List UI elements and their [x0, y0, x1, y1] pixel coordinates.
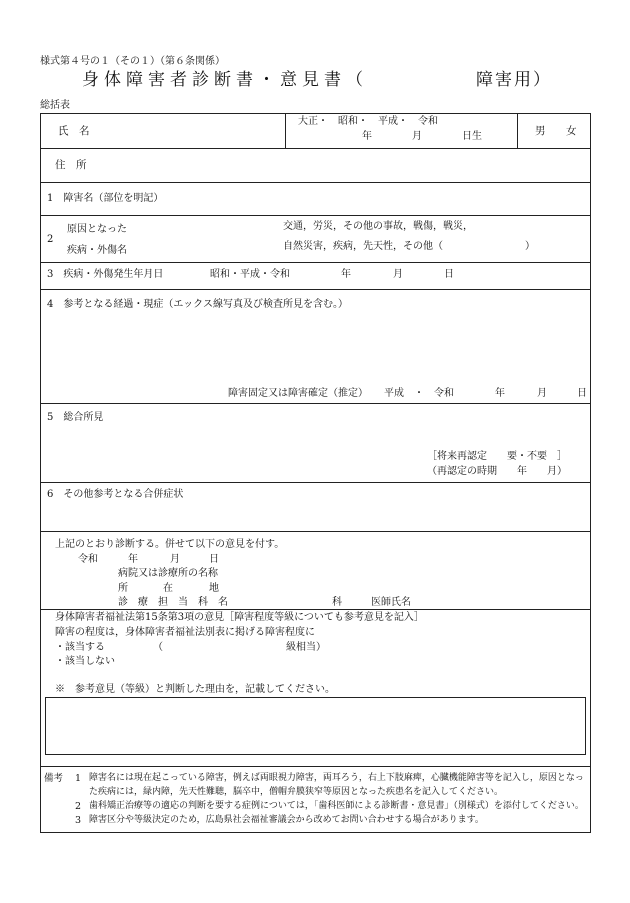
rule — [40, 403, 591, 404]
opinion-line2: 障害の程度は，身体障害者福祉法別表に掲げる障害程度に — [55, 627, 315, 638]
overall-findings-label: 5 総合所見 — [47, 412, 104, 423]
cause-label-line1: 原因となった — [67, 224, 127, 235]
form-title: 身体障害者診断書・意見書（ — [82, 70, 368, 90]
remark-1-line1: 障害名には現在起こっている障害，例えば両眼視力障害，両耳ろう，右上下肢麻痺，心臓機能障害等を記入し，原因となっ — [89, 773, 584, 783]
fixed-date-label: 障害固定又は障害確定（推定） — [228, 388, 368, 399]
cause-options-close: ） — [525, 241, 535, 252]
opinion-line1: 身体障害者福祉法第15条第3項の意見［障害程度等級についても参考意見を記入］ — [55, 612, 424, 623]
course-label: 4 参考となる経過・現症（エックス線写真及び検査所見を含む。） — [47, 299, 349, 310]
onset-date-label: 3 疾病・外傷発生年月日 — [47, 269, 164, 280]
rule — [40, 148, 591, 149]
diagnosis-statement: 上記のとおり診断する。併せて以下の意見を付す。 — [55, 539, 285, 550]
hospital-location-label-1: 所 — [118, 583, 128, 594]
diagnosis-era: 令和 — [78, 554, 98, 565]
cause-options-line2: 自然災害，疾病，先天性，その他（ — [283, 241, 443, 252]
sex-female: 女 — [566, 125, 577, 137]
rule — [40, 766, 591, 767]
rule — [40, 182, 591, 183]
rule — [40, 531, 591, 532]
department-label: 診 療 担 当 科 名 — [118, 597, 228, 608]
rule — [40, 609, 591, 610]
form-number: 様式第４号の１（その１）（第６条関係） — [40, 56, 225, 67]
birth-year-label: 年 — [362, 131, 372, 142]
fixed-month: 月 — [537, 388, 547, 399]
sex-male: 男 — [535, 125, 546, 137]
reason-textbox[interactable] — [45, 697, 586, 755]
department-suffix: 科 — [332, 597, 342, 608]
cause-label-line2: 疾病・外傷名 — [67, 245, 127, 256]
hospital-name-label: 病院又は診療所の名称 — [118, 568, 218, 579]
remark-3-number: 3 — [75, 815, 82, 826]
opinion-note: ※ 参考意見（等級）と判断した理由を，記載してください。 — [55, 684, 335, 695]
birth-month-label: 月 — [412, 131, 422, 142]
fixed-day: 日 — [577, 388, 587, 399]
onset-year: 年 — [341, 269, 351, 280]
birth-day-label: 日生 — [462, 131, 482, 142]
complications-label: 6 その他参考となる合併症状 — [47, 489, 184, 500]
diagnosis-year: 年 — [128, 554, 138, 565]
disability-name-label: 1 障害名（部位を明記） — [47, 193, 164, 204]
name-label: 氏 名 — [58, 125, 90, 137]
remark-2-number: 2 — [75, 801, 82, 812]
hospital-location-label-2: 在 — [163, 583, 173, 594]
birth-eras: 大正・ 昭和・ 平成・ 令和 — [298, 116, 438, 127]
rule — [517, 113, 518, 148]
opinion-applicable: ・該当する — [55, 642, 105, 653]
opinion-grade: 級相当） — [286, 642, 326, 653]
onset-month: 月 — [393, 269, 403, 280]
fixed-eras: 平成 ・ 令和 — [384, 388, 454, 399]
remark-1-number: 1 — [75, 773, 82, 784]
cause-number: 2 — [47, 234, 54, 245]
onset-day: 日 — [444, 269, 454, 280]
opinion-not-applicable: ・該当しない — [55, 656, 115, 667]
remarks-label: 備考 — [44, 773, 64, 784]
rule — [40, 482, 591, 483]
hospital-location-label-3: 地 — [209, 583, 219, 594]
fixed-year: 年 — [495, 388, 505, 399]
onset-eras: 昭和・平成・令和 — [210, 269, 290, 280]
recert-line1: ［将来再認定 要・不要 ］ — [427, 451, 567, 462]
diagnosis-month: 月 — [170, 554, 180, 565]
opinion-paren-open: （ — [153, 642, 163, 653]
cause-options-line1: 交通，労災，その他の事故，戦傷，戦災， — [283, 221, 473, 232]
rule — [40, 215, 591, 216]
diagnosis-day: 日 — [209, 554, 219, 565]
recert-line2: （再認定の時期 年 月） — [427, 466, 567, 477]
rule — [40, 262, 591, 263]
rule — [285, 113, 286, 148]
section-label: 総括表 — [40, 100, 70, 111]
address-label: 住 所 — [55, 159, 87, 171]
form-title-suffix: 障害用） — [476, 70, 552, 90]
remark-2-text: 歯科矯正治療等の適応の判断を要する症例については，「歯科医師による診断書・意見書」（別様式）を添付してください。 — [89, 801, 584, 811]
remark-1-line2: た疾病には，緑内障，先天性難聴，脳卒中，僧帽弁膜狭窄等原因となった疾患名を記入してください。 — [89, 787, 504, 797]
remark-3-text: 障害区分や等級決定のため，広島県社会福祉審議会から改めてお問い合わせする場合があります。 — [89, 815, 484, 825]
rule — [40, 289, 591, 290]
doctor-name-label: 医師氏名 — [371, 597, 411, 608]
